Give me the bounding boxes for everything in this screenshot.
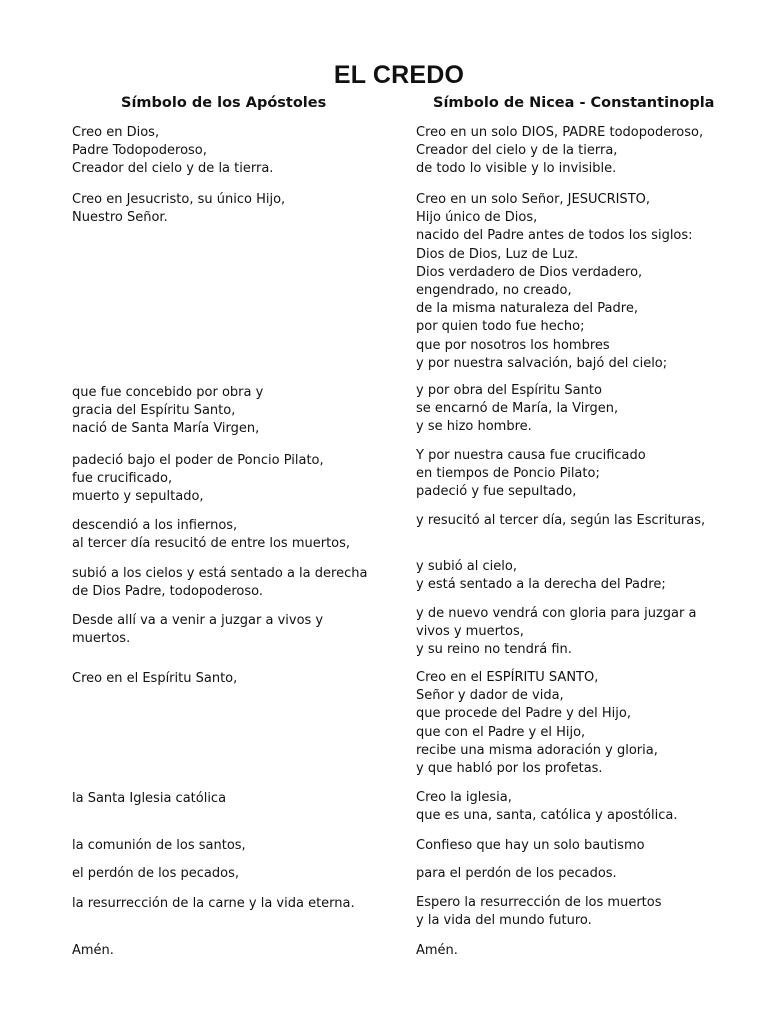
apostles-stanza: Creo en Dios, Padre Todopoderoso, Creador del cielo y de la tierra. [72,125,274,177]
nicene-stanza: Confieso que hay un solo bautismo [416,838,645,853]
apostles-stanza: descendió a los infiernos, al tercer día resucitó de entre los muertos, [72,518,351,552]
apostles-stanza: Desde allí va a venir a juzgar a vivos y muertos. [72,613,324,647]
apostles-stanza: Creo en el Espíritu Santo, [72,671,238,686]
apostles-stanza: padeció bajo el poder de Poncio Pilato, fue crucificado, muerto y sepultado, [72,453,324,505]
nicene-stanza: Amén. [416,943,458,958]
apostles-stanza: subió a los cielos y está sentado a la derecha de Dios Padre, todopoderoso. [72,566,368,600]
apostles-stanza: la resurrección de la carne y la vida eterna. [72,896,355,911]
column-heading-nicene: Símbolo de Nicea - Constantinopla [433,95,715,111]
nicene-stanza: y subió al cielo, y está sentado a la derecha del Padre; [416,559,666,593]
apostles-stanza: la comunión de los santos, [72,838,246,853]
apostles-stanza: el perdón de los pecados, [72,866,240,881]
column-heading-apostles: Símbolo de los Apóstoles [121,95,327,111]
document-title: EL CREDO [333,61,465,89]
nicene-stanza: para el perdón de los pecados. [416,866,617,881]
nicene-stanza: Creo en un solo Señor, JESUCRISTO, Hijo único de Dios, nacido del Padre antes de todos los siglos: Dios de Dios, Luz de Luz. Dios verdadero de Dios verdadero, engendrado, no creado, de la misma naturaleza del Padre, por quien todo fue hecho; que por nosotros los hombres y por nuestra salvación, bajó del cielo; [416,192,693,371]
apostles-stanza: Amén. [72,943,114,958]
nicene-stanza: Espero la resurrección de los muertos y la vida del mundo futuro. [416,895,662,929]
apostles-stanza: la Santa Iglesia católica [72,791,227,806]
nicene-stanza: Creo la iglesia, que es una, santa, católica y apostólica. [416,790,678,824]
nicene-stanza: Y por nuestra causa fue crucificado en tiempos de Poncio Pilato; padeció y fue sepultado, [416,448,646,500]
nicene-stanza: Creo en un solo DIOS, PADRE todopoderoso, Creador del cielo y de la tierra, de todo lo visible y lo invisible. [416,125,704,177]
apostles-stanza: que fue concebido por obra y gracia del Espíritu Santo, nació de Santa María Virgen, [72,385,264,437]
nicene-stanza: y resucitó al tercer día, según las Escrituras, [416,513,706,528]
nicene-stanza: y por obra del Espíritu Santo se encarnó de María, la Virgen, y se hizo hombre. [416,383,619,435]
nicene-stanza: y de nuevo vendrá con gloria para juzgar a vivos y muertos, y su reino no tendrá fin. [416,606,697,658]
nicene-stanza: Creo en el ESPÍRITU SANTO, Señor y dador de vida, que procede del Padre y del Hijo, que con el Padre y el Hijo, recibe una misma adoración y gloria, y que habló por los profetas. [416,670,658,777]
apostles-stanza: Creo en Jesucristo, su único Hijo, Nuestro Señor. [72,192,286,226]
